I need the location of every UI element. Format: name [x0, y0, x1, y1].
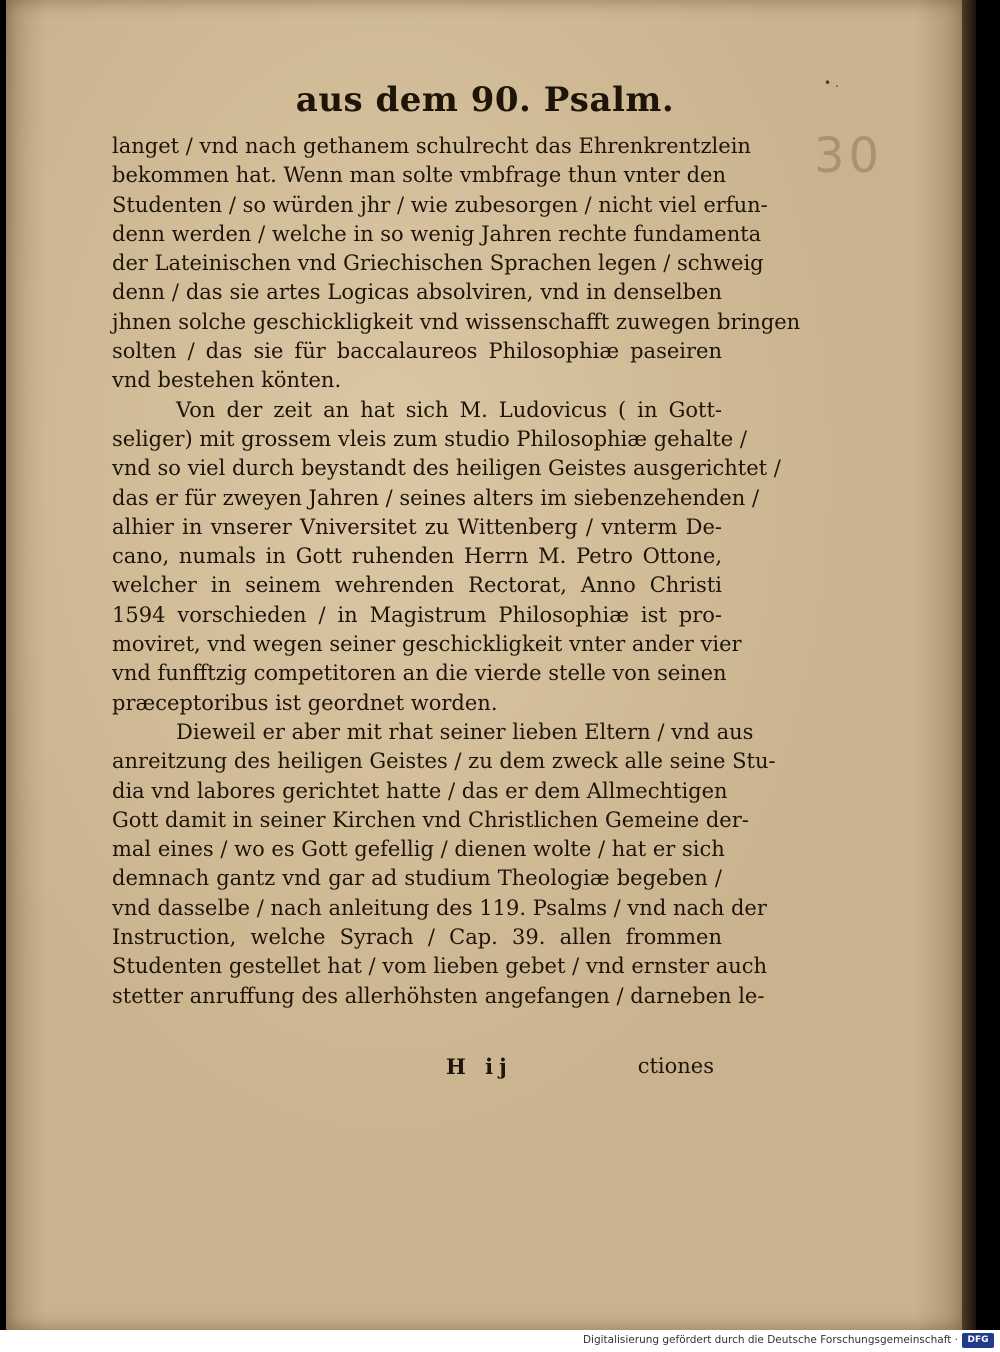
credit-bar	[0, 1330, 1000, 1352]
text-line: Studenten / so würden jhr / wie zubesorgen / nicht viel erfun-	[112, 192, 768, 217]
text-line: Studenten gestellet hat / vom lieben gebet / vnd ernster auch	[112, 954, 768, 979]
text-line: alhier in vnserer Vniversitet zu Wittenberg / vnterm De-	[112, 514, 722, 539]
signature-mark: H ij	[446, 1054, 513, 1079]
dfg-logo: DFG	[962, 1333, 994, 1348]
text-line: mal eines / wo es Gott gefellig / dienen wolte / hat er sich	[112, 837, 725, 862]
text-line: der Lateinischen vnd Griechischen Sprachen legen / schweig	[112, 251, 764, 276]
handwritten-folio-number: 30	[814, 128, 884, 184]
text-line: moviret, vnd wegen seiner geschickligkeit vnter ander vier	[112, 632, 742, 657]
text-line: denn / das sie artes Logicas absolviren, vnd in denselben	[112, 280, 722, 305]
page-footer	[112, 1054, 722, 1086]
text-line: anreitzung des heiligen Geistes / zu dem zweck alle seine Stu-	[112, 749, 776, 774]
running-head: aus dem 90. Psalm.	[295, 80, 675, 120]
text-line: Von der zeit an hat sich M. Ludovicus ( in Gott-	[176, 397, 722, 422]
text-line: demnach gantz vnd gar ad studium Theologiæ begeben /	[112, 866, 722, 891]
text-line: dia vnd labores gerichtet hatte / das er dem Allmechtigen	[112, 778, 728, 803]
text-line: Dieweil er aber mit rhat seiner lieben Eltern / vnd aus	[176, 719, 754, 744]
text-line: langet / vnd nach gethanem schulrecht das Ehrenkrentzlein	[112, 134, 751, 158]
text-line: Instruction, welche Syrach / Cap. 39. allen frommen	[112, 925, 722, 950]
text-line: vnd dasselbe / nach anleitung des 119. Psalms / vnd nach der	[112, 895, 767, 920]
text-line: seliger) mit grossem vleis zum studio Philosophiæ gehalte /	[112, 426, 747, 451]
catchword: ctiones	[637, 1054, 714, 1078]
text-line: Gott damit in seiner Kirchen vnd Christlichen Gemeine der-	[112, 807, 749, 832]
text-line: vnd bestehen könten.	[112, 368, 342, 393]
text-line: solten / das sie für baccalaureos Philosophiæ paseiren	[112, 339, 722, 364]
text-line: præceptoribus ist geordnet worden.	[112, 690, 498, 715]
text-line: denn werden / welche in so wenig Jahren rechte fundamenta	[112, 221, 762, 246]
book-page	[6, 0, 964, 1330]
corner-mark: • .	[824, 76, 839, 90]
text-line: cano, numals in Gott ruhenden Herrn M. Petro Ottone,	[112, 544, 722, 569]
text-line: vnd funfftzig competitoren an die vierde stelle von seinen	[112, 661, 727, 686]
funding-credit: Digitalisierung gefördert durch die Deutsche Forschungsgemeinschaft ·	[582, 1334, 958, 1346]
text-line: vnd so viel durch beystandt des heiligen Geistes ausgerichtet /	[112, 456, 781, 481]
text-line: welcher in seinem wehrenden Rectorat, Anno Christi	[112, 573, 722, 598]
text-line: stetter anruffung des allerhöhsten angefangen / darneben le-	[112, 983, 765, 1008]
text-line: 1594 vorschieden / in Magistrum Philosophiæ ist pro-	[112, 602, 722, 627]
page-edge	[962, 0, 976, 1330]
body-text	[112, 132, 801, 1011]
text-line: bekommen hat. Wenn man solte vmbfrage thun vnter den	[112, 163, 727, 188]
text-line: jhnen solche geschickligkeit vnd wissenschafft zuwegen bringen	[112, 309, 801, 334]
text-line: das er für zweyen Jahren / seines alters im siebenzehenden /	[112, 485, 760, 510]
